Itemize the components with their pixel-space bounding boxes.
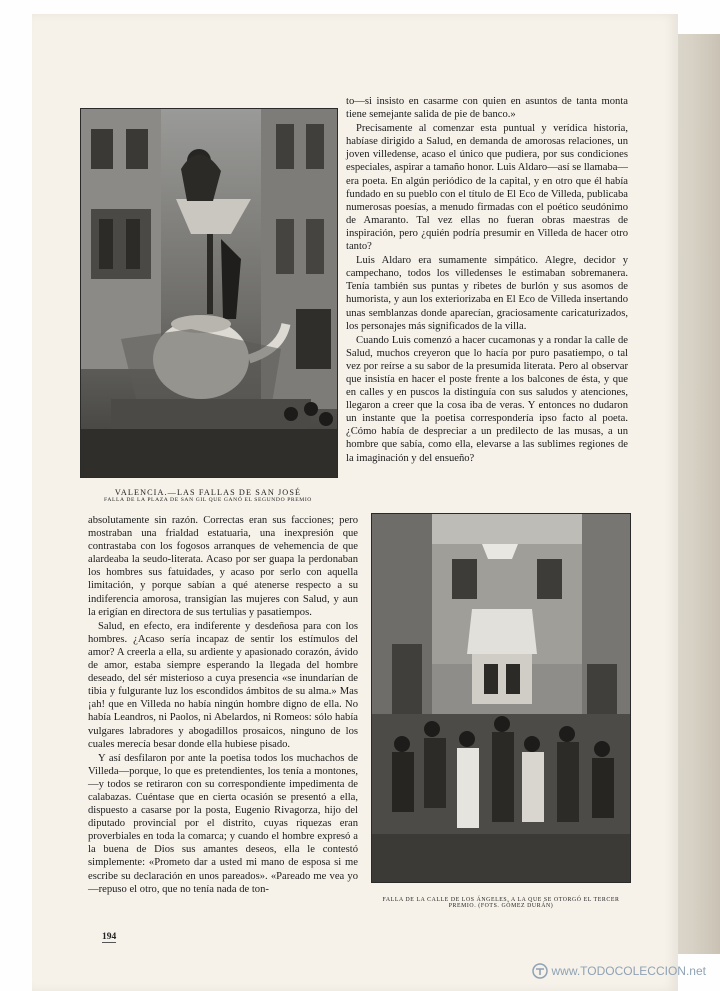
left-photo-caption bbox=[80, 488, 336, 503]
fallas-calle-angeles-photo bbox=[371, 513, 631, 883]
right-photo-caption bbox=[363, 897, 639, 909]
left-photo-caption-subtitle: FALLA DE LA PLAZA DE SAN GIL QUE GANÓ EL SEGUNDO PREMIO bbox=[104, 497, 312, 503]
todocoleccion-logo-icon bbox=[532, 963, 548, 979]
left-photo-caption-title: VALENCIA.—LAS FALLAS DE SAN JOSÉ bbox=[114, 488, 302, 497]
paragraph: Precisamente al comenzar esta puntual y verídica historia, habíase dirigido a Salud, en demanda de amorosas relaciones, un joven villedense, acaso el único que pudiera, por sus condiciones especiales, aspirar a tamaño honor. Luis Aldaro—así se llamaba—era poeta. En algún periódico de la capital, y en otro que él había fundado en su pueblo con el título de El Eco de Villeda, publicaba numerosas poesías, a menudo firmadas con el poético seudónimo de Amaranto. Tal vez ellas no fueran obras maestras de inspiración, pero ¿quién podría presumir en Villeda de hacer otro tanto? bbox=[346, 123, 628, 253]
paragraph: Y así desfilaron por ante la poetisa todos los muchachos de Villeda—porque, lo que es pretendientes, los tenía a montones,—y todos se retiraron con su correspondiente impedimenta de calabazas. Cuéntase que en cierta ocasión se presentó a ella, dispuesto a casarse por la posta, Eugenio Rivagorza, hijo del diputado provincial por el distrito, cuyas riquezas eran proverbiales en toda la comarca; y cuando el hombre expresó a la buena de Dios sus amantes deseos, ella le contestó simplemente: «Prometo dar a usted mi mano de esposa si me escribe su declaración en unos pareados». «Pareado me vea yo—repuso el otro, que no tenía nada de ton- bbox=[88, 752, 358, 895]
paragraph: to—si insisto en casarme con quien en asuntos de tanta monta tiene semejante salida de pie de banco.» bbox=[346, 96, 628, 121]
right-text-column bbox=[346, 95, 628, 466]
left-text-column bbox=[88, 514, 358, 897]
right-photo-caption-line2: PREMIO. (FOTS. GÓMEZ DURÁN) bbox=[448, 903, 554, 909]
watermark-text: www.TODOCOLECCION.net bbox=[551, 964, 706, 978]
right-photo-caption-line1: FALLA DE LA CALLE DE LOS ÁNGELES, A LA QUE SE OTORGÓ EL TERCER bbox=[382, 897, 620, 903]
page-number: 194 bbox=[102, 932, 117, 942]
fallas-san-gil-image bbox=[81, 109, 337, 477]
paragraph: absolutamente sin razón. Correctas eran sus facciones; pero mostraban una frialdad estatuaria, una inexpresión que contrastaba con los fogosos arranques de vehemencia de que alardeaba la seudo-literata. Acaso por ser guapa la perdonaban los hombres sus fatuidades, y acaso por serlo con aquella limitación, y porque sabían a qué atenerse respecto a su indiferencia amorosa, transigían las mujeres con Salud, y aun la erigían en directora de sus tertulias y pasatiempos. bbox=[88, 515, 358, 618]
paragraph: Salud, en efecto, era indiferente y desdeñosa para con los hombres. ¿Acaso sería incapaz de sentir los estímulos del amor? A creerla a ella, su ardiente y apasionado corazón, ávido de amor, estaba siempre esperando la llegada del hombre deseado, del sér misterioso a cuya presencia «se inundarían de tibia y fulgurante luz los escondidos ámbitos de su alma.» Mas ¡ah! que en Villeda no había ningún hombre digno de ella. No había Leandros, ni Paolos, ni Abelardos, ni Romeos: sólo había vulgares labradores y abogadillos prosaicos, ninguno de los cuales merecía besar donde ella hubiese pisado. bbox=[88, 620, 358, 750]
paragraph: Luis Aldaro era sumamente simpático. Alegre, decidor y campechano, todos los villedenses le estimaban sobremanera. Tenía también sus puntas y ribetes de burlón y sus asomos de humorista, y aun los exteriorizaba en El Eco de Villeda insertando unas semblanzas donde aparecían, graciosamente caricaturizados, los personajes más significados de la villa. bbox=[346, 255, 628, 332]
paragraph: Cuando Luis comenzó a hacer cucamonas y a rondar la calle de Salud, muchos creyeron que lo hacía por puro pasatiempo, o tal vez por reírse a su sabor de la presumida literata. Pero al observar que insistía en hacer el poste frente a los balcones de ésta, y que en calles y en puscos la distinguía con sus saludos y atenciones, llegaron a creer que la cosa iba de veras. Y entonces no dudaron un instante que la poetisa correspondería ipso facto al poeta. ¿Cómo había de despreciar a un predilecto de las musas, a un hombre que sabía, como ella, elevarse a las sublimes regiones de la imaginación y del ensueño? bbox=[346, 334, 628, 464]
fallas-calle-angeles-image bbox=[372, 514, 630, 882]
fallas-san-gil-photo bbox=[80, 108, 338, 478]
watermark bbox=[532, 963, 706, 979]
